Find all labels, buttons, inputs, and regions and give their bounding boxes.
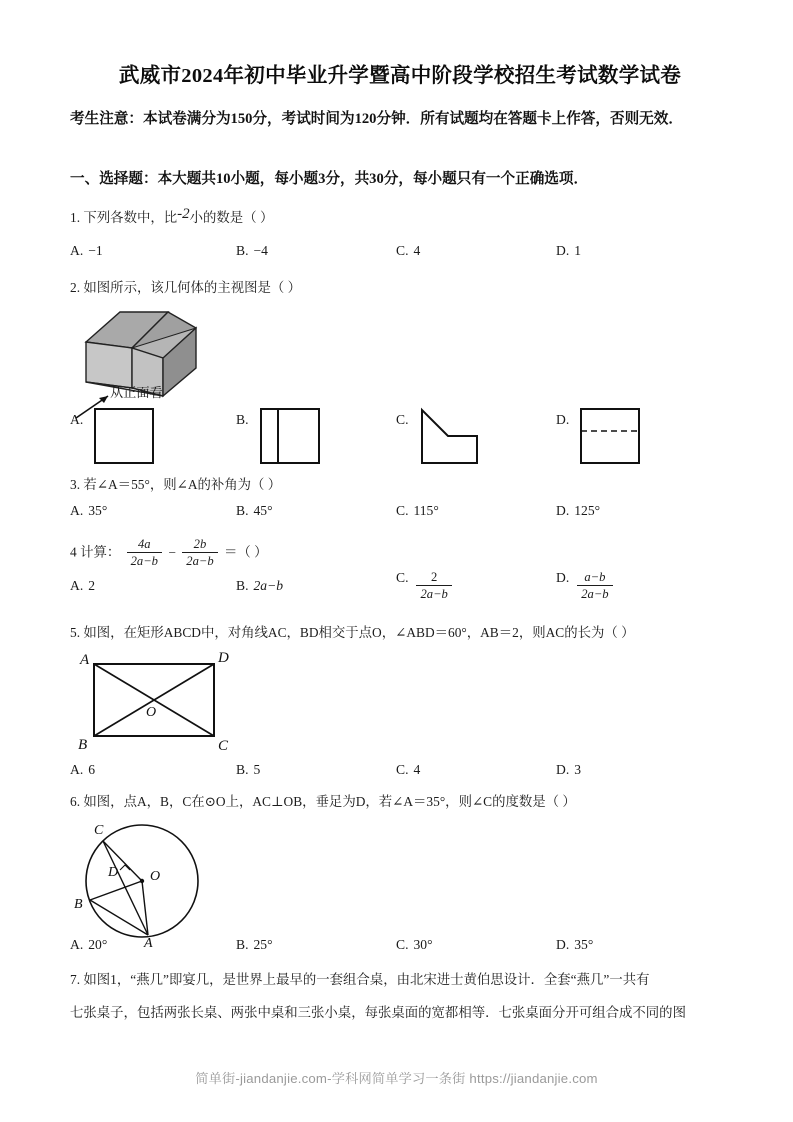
question-5-rectangle-figure [72,650,262,760]
question-4-option-a[interactable] [70,578,95,594]
question-3-option-a[interactable] [70,503,107,519]
question-3-options [0,503,793,527]
option-label: A. [70,243,84,258]
option-value: 125° [574,503,601,518]
question-1-stem-before: 下列各数中，比 [83,210,178,225]
question-2-option-a-shape[interactable] [94,408,156,466]
option-label: D. [556,243,570,258]
question-3-stem-text: 若∠A＝55°，则∠A的补角为（ ） [83,477,282,492]
option-label: B. [236,578,249,593]
option-value: 6 [88,762,96,777]
question-4-option-c[interactable] [396,570,455,602]
question-3-option-b[interactable] [236,503,273,519]
question-6-option-c[interactable] [396,937,433,953]
fraction-denominator: 2a−b [577,585,612,601]
question-2-option-d-label: D. [556,412,570,427]
question-2-option-b-label: B. [236,412,249,427]
footer-watermark: 简单街-jiandanjie.com-学科网简单学习一条街 https://jiandanjie.com [195,1071,598,1086]
option-label: C. [396,503,409,518]
option-label: C. [396,937,409,952]
option-value: 45° [253,503,273,518]
question-3-stem [70,472,281,497]
option-label: B. [236,937,249,952]
question-5-number: 5. [70,625,81,640]
question-2-stem [70,275,301,300]
question-7-stem-line-1 [70,967,650,992]
option-value: 5 [253,762,261,777]
question-5-option-d[interactable] [556,762,581,778]
fraction-denominator: 2a−b [416,585,451,601]
question-5-option-c[interactable] [396,762,420,778]
option-label: C. [396,762,409,777]
question-6-circle-figure [70,818,250,951]
option-label: A. [70,762,84,777]
question-4-number: 4 [70,544,77,560]
question-1-stem-math: -2 [177,206,190,222]
question-2-option-d-shape[interactable] [580,408,642,466]
option-value: 1 [574,243,582,258]
exam-notice: 考生注意：本试卷满分为150分，考试时间为120分钟．所有试题均在答题卡上作答，否则无效． [70,111,683,127]
option-value: 25° [253,937,273,952]
question-5-options [0,762,793,786]
option-value: 3 [574,762,582,777]
question-4-option-b[interactable] [236,578,283,594]
option-value: 4 [413,243,421,258]
option-label: B. [236,503,249,518]
option-label: C. [396,570,409,585]
question-1-number: 1. [70,210,81,225]
option-value: −4 [253,243,268,258]
option-value: 35° [574,937,594,952]
fraction-denominator: 2a−b [182,552,217,568]
figure-label-O: O [146,705,157,720]
question-6-option-b[interactable] [236,937,273,953]
question-6-option-d[interactable] [556,937,593,953]
option-label: D. [556,570,570,585]
question-4-stem [70,538,268,569]
fraction [182,537,217,568]
fraction-numerator: 4a [137,537,151,551]
question-2-option-a-label: A. [70,412,84,427]
question-5-stem-text: 如图，在矩形ABCD中，对角线AC，BD相交于点O，∠ABD＝60°，AB＝2，则AC的长为（ ） [83,625,635,640]
question-4-expression [124,537,224,569]
option-label: D. [556,762,570,777]
section-heading-choice: 一、选择题：本大题共10小题，每小题3分，共30分，每小题只有一个正确选项． [70,171,589,187]
question-1-option-c[interactable] [396,243,420,259]
page-title: 武威市2024年初中毕业升学暨高中阶段学校招生考试数学试卷 [118,65,682,87]
option-label: A. [70,578,84,593]
question-3-option-c[interactable] [396,503,439,519]
figure-label-O: O [150,869,161,884]
option-label: C. [396,243,409,258]
question-4-stem-prefix: 计算： [80,544,121,560]
question-2-stem-text: 如图所示，该几何体的主视图是（ ） [83,280,302,295]
question-1-option-d[interactable] [556,243,581,259]
question-2-number: 2. [70,280,81,295]
option-label: B. [236,762,249,777]
figure-label-A: A [80,652,90,668]
option-label: D. [556,503,570,518]
question-3-number: 3. [70,477,81,492]
fraction [127,537,162,568]
question-7-stem-text-1: 如图1，“燕几”即宴几，是世界上最早的一套组合桌，由北宋进士黄伯思设计．全套“燕几”一共有 [83,972,650,987]
option-value: 115° [413,503,439,518]
option-label: A. [70,937,84,952]
option-value: 20° [88,937,108,952]
figure-label-A: A [144,936,153,951]
question-4-operator: − [168,544,176,560]
fraction [416,570,451,601]
question-1-options [0,243,793,267]
question-6-stem-text: 如图，点A，B，C在⊙O上，AC⊥OB，垂足为D，若∠A＝35°，则∠C的度数是（ ） [83,794,576,809]
option-value: 2 [88,578,96,593]
figure-label-C: C [218,738,229,754]
option-value: 2a−b [253,578,284,593]
figure-label-B: B [78,737,88,753]
question-6-options [0,937,793,961]
option-value: 35° [88,503,108,518]
fraction-numerator: 2 [431,570,438,584]
fraction-numerator: 2b [193,537,207,551]
question-2-option-c-label: C. [396,412,409,427]
option-value: 4 [413,762,421,777]
option-value: −1 [88,243,103,258]
question-7-number: 7. [70,972,81,987]
option-label: A. [70,503,84,518]
question-4-option-d[interactable] [556,570,616,602]
figure-label-D: D [218,650,229,666]
question-6-stem [70,789,576,814]
question-3-option-d[interactable] [556,503,600,519]
question-1-option-b[interactable] [236,243,268,259]
option-label: D. [556,937,570,952]
question-6-option-a[interactable] [70,937,107,953]
fraction-numerator: a−b [584,570,606,584]
question-7-stem-text-2: 七张桌子，包括两张长桌、两张中桌和三张小桌，每张桌面的宽都相等．七张桌面分开可组合成不同的图 [70,1005,686,1020]
option-value: 30° [413,937,433,952]
question-5-option-b[interactable] [236,762,260,778]
question-7-stem-line-2 [70,1000,686,1025]
figure-label-B: B [74,897,83,912]
question-6-number: 6. [70,794,81,809]
question-2-option-c-shape[interactable] [420,408,482,466]
figure-label-C: C [94,823,104,838]
fraction [577,570,612,601]
question-1-stem [70,205,273,231]
question-5-stem [70,620,635,645]
question-2-figure-caption: 从正面看 [110,385,163,400]
figure-label-D: D [108,865,119,880]
question-1-option-a[interactable] [70,243,103,259]
option-label: B. [236,243,249,258]
question-4-options [0,570,793,614]
question-1-stem-after: 小的数是（ ） [189,210,274,225]
question-4-stem-suffix: ＝（ ） [224,544,268,560]
question-5-option-a[interactable] [70,762,95,778]
fraction-denominator: 2a−b [127,552,162,568]
question-2-option-b-shape[interactable] [260,408,322,466]
